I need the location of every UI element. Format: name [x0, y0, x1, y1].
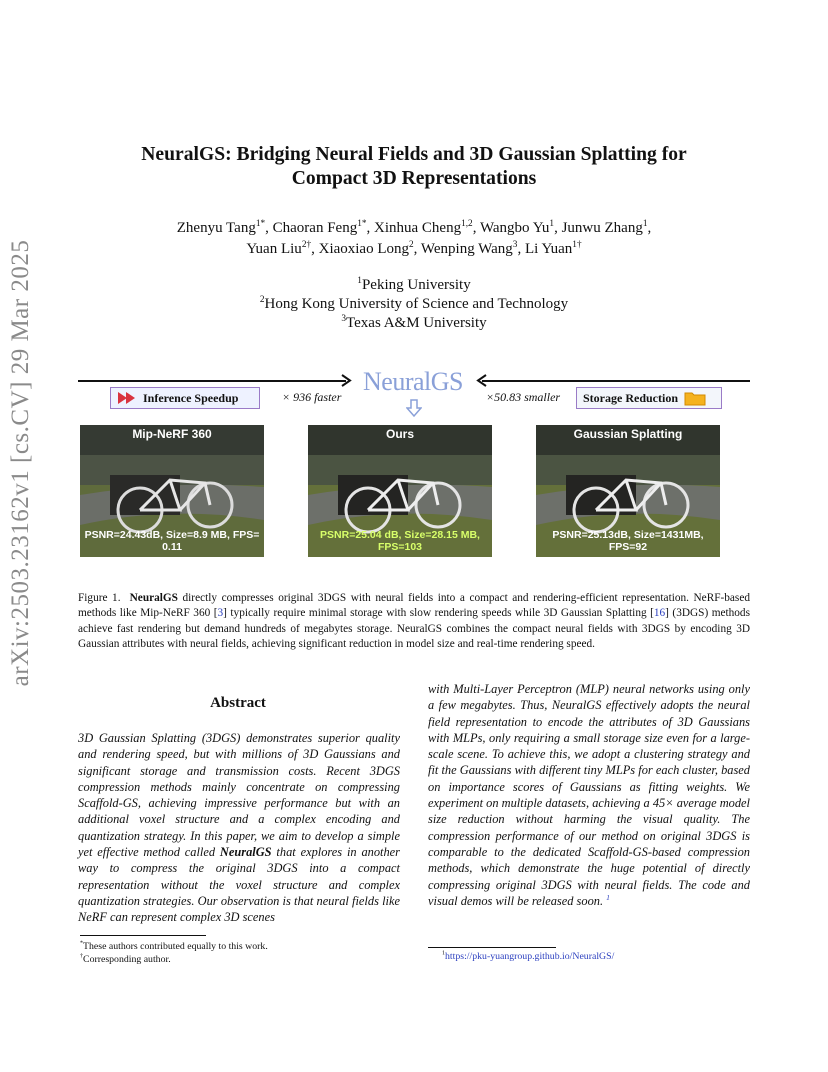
affiliation-mark: 2	[259, 295, 265, 305]
affiliation-name: Hong Kong University of Science and Technology	[264, 296, 569, 312]
caption-method-name: NeuralGS	[129, 592, 178, 604]
title-line-2: Compact 3D Representations	[291, 168, 537, 189]
footnote-equal: *These authors contributed equally to this work.	[80, 940, 268, 952]
author-affil-mark: 1	[642, 219, 648, 229]
citation-link[interactable]: 3	[217, 607, 224, 620]
abstract-right-column	[428, 681, 750, 909]
caption-text: directly compresses original 3DGS with neural fields into a compact and rendering-efficient representation. NeRF-based methods like Mip-NeRF 360 [	[78, 592, 750, 620]
author-name: Wenping Wang	[420, 241, 513, 257]
title-line-1: NeuralGS: Bridging Neural Fields and 3D Gaussian Splatting for	[141, 144, 687, 165]
affiliation	[140, 314, 688, 333]
affiliation	[140, 276, 688, 295]
storage-metric: ×50.83 smaller	[486, 390, 561, 404]
affiliation-name: Peking University	[361, 277, 471, 293]
panel-mip-nerf-360	[80, 425, 264, 557]
author-affil-mark: 2	[409, 240, 414, 250]
storage-reduction-tag	[576, 387, 722, 409]
neuralgs-logo: NeuralGS	[363, 367, 463, 396]
caption-text: ] (3DGS) methods achieve fast rendering but demand hundreds of megabytes storage. NeuralGS combines the compact neural fields with 3DGS by encoding 3D Gaussian attributes with neural fields, achieving significant reduction in model size and real-time rendering speed.	[78, 607, 750, 650]
author-affil-mark: 1†	[572, 240, 582, 250]
author-name: Zhenyu Tang	[176, 220, 256, 236]
speedup-metric: × 936 faster	[282, 390, 342, 404]
figure-label: Figure 1.	[78, 592, 121, 604]
footnote-text: These authors contributed equally to this work.	[83, 941, 268, 952]
tag-label: Storage Reduction	[583, 390, 678, 405]
footnote-text: Corresponding author.	[83, 954, 171, 965]
author-affil-mark: 2†	[301, 240, 312, 250]
author-affil-mark: 1*	[357, 219, 367, 229]
author-affil-mark: 1,2	[461, 219, 473, 229]
author-name: Xiaoxiao Long	[318, 241, 410, 257]
citation-link[interactable]: 16	[653, 607, 666, 620]
affiliation-name: Texas A&M University	[346, 315, 487, 331]
panel-ours	[308, 425, 492, 557]
fast-forward-icon	[117, 391, 137, 405]
author-line-2: Yuan Liu$^{2\dagger}$, Xiaoxiao Long$^2$, Wenping Wang$^3$, Li Yuan$^{1\dagger}$	[246, 240, 582, 257]
project-url-link[interactable]: https://pku-yuangroup.github.io/NeuralGS/	[445, 951, 615, 962]
panel-title: Mip-NeRF 360	[132, 427, 212, 441]
abstract-text: that explores in another way to compress the original 3DGS into a compact representation without the voxel structure and complex quantization strategies. Our observation is that neural fields like NeRF can represent complex 3D scenes	[78, 845, 400, 925]
footnote-divider	[428, 947, 556, 948]
abstract-heading: Abstract	[210, 695, 266, 711]
author-affil-mark: 1*	[255, 219, 266, 229]
author-name: Chaoran Feng	[272, 220, 358, 236]
arxiv-identifier-stamp: arXiv:2503.23162v1 [cs.CV] 29 Mar 2025	[7, 239, 34, 687]
abstract-method-name: NeuralGS	[219, 845, 272, 860]
abstract-text: 3D Gaussian Splatting (3DGS) demonstrates superior quality and rendering speed, but with millions of 3D Gaussians and significant storage and transmission costs. Recent 3DGS compression methods mainly concentrate on compressing Scaffold-GS, achieving impressive performance but with an additional voxel structure and a complex encoding and quantization strategy. In this paper, we aim to develop a simple yet effective method called	[78, 731, 400, 860]
tag-label: Inference Speedup	[143, 390, 239, 405]
abstract-text: with Multi-Layer Perceptron (MLP) neural networks using only a few megabytes. Thus, NeuralGS effectively adopts the neural field representation to encode the attributes of 3D Gaussians with MLPs, only requiring a small storage size even for a large-scale scene. To achieve this, we adopt a clustering strategy and fit the Gaussians with different tiny MLPs for each cluster, based on importance scores of Gaussians as fitting weights. We experiment on multiple datasets, achieving a 45× average model size reduction without harming the visual quality. The compression performance of our method on original 3DGS is comparable to the dedicated Scaffold-GS-based compression methods, which demonstrate the huge potential of directly compressing original 3DGS with neural fields. The code and visual demos will be released soon.	[428, 682, 750, 908]
folder-icon	[684, 390, 706, 406]
author-name: Li Yuan	[524, 241, 573, 257]
affiliation-mark: 3	[341, 314, 347, 324]
author-list	[90, 218, 738, 260]
inference-speedup-tag	[110, 387, 260, 409]
footnote-right: $^1$https://pku-yuangroup.github.io/NeuralGS/	[442, 950, 615, 962]
down-arrow-icon	[406, 399, 422, 417]
abstract-left-column	[78, 730, 400, 926]
author-name: Junwu Zhang	[561, 220, 643, 236]
author-line-1: Zhenyu Tang$^{1*}$, Chaoran Feng$^{1*}$, Xinhua Cheng$^{1,2}$, Wangbo Yu$^1$, Junwu Zhang$^1$,	[176, 219, 652, 236]
teaser-figure	[78, 365, 750, 565]
caption-text: ] typically require minimal storage with slow rendering speeds while 3D Gaussian Splatting [	[223, 607, 654, 620]
author-name: Yuan Liu	[246, 241, 302, 257]
author-name: Wangbo Yu	[479, 220, 550, 236]
affiliation-mark: 1	[357, 276, 362, 286]
figure-caption	[78, 591, 750, 652]
paper-title	[60, 143, 768, 191]
author-affil-mark: 1	[549, 219, 555, 229]
affiliation	[140, 295, 688, 314]
author-name: Xinhua Cheng	[374, 220, 462, 236]
panel-metrics: PSNR=24.43dB, Size=8.9 MB, FPS= 0.11	[84, 529, 260, 553]
affiliation-list	[140, 276, 688, 333]
panel-gaussian-splatting	[536, 425, 720, 557]
footnote-divider	[80, 935, 206, 936]
footnote-corresponding: †Corresponding author.	[80, 953, 171, 965]
author-affil-mark: 3	[512, 240, 518, 250]
left-arrow-line	[78, 380, 346, 382]
footnotes-left	[80, 940, 400, 966]
footnote-link[interactable]: 1	[606, 892, 611, 902]
panel-metrics: PSNR=25.04 dB, Size=28.15 MB, FPS=103	[320, 529, 480, 553]
panel-metrics: PSNR=25.13dB, Size=1431MB, FPS=92	[552, 529, 704, 553]
panel-title: Gaussian Splatting	[573, 427, 683, 441]
panel-title: Ours	[385, 427, 414, 441]
right-arrow-line	[482, 380, 750, 382]
